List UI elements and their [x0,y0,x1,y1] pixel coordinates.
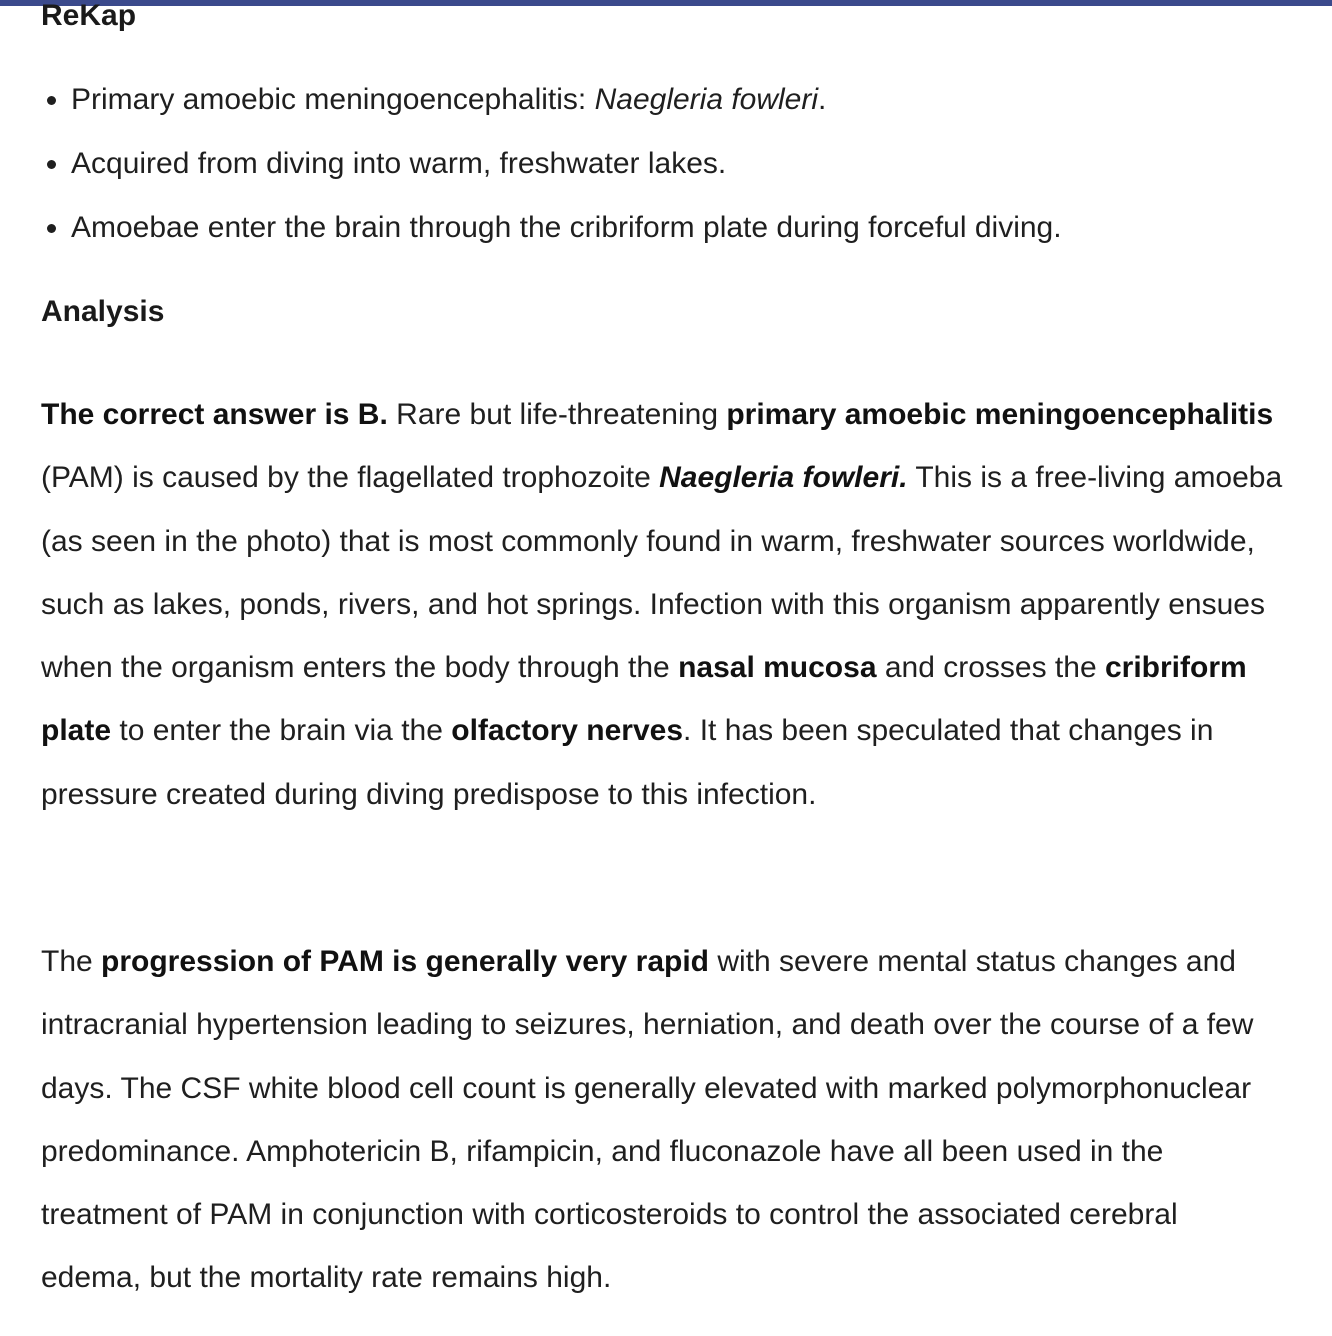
recap-item: • Primary amoebic meningoencephalitis: Naegleria fowleri. [71,68,1062,132]
recap-item: • Acquired from diving into warm, freshwater lakes. [71,132,1062,196]
analysis-heading: Analysis [41,295,165,328]
analysis-paragraph: The correct answer is B. Rare but life-threatening primary amoebic meningoencephalitis (PAM) is caused by the flagellated trophozoite Naegleria fowleri. This is a free-living amoeba (as seen in the photo) that is most commonly found in warm, freshwater sources worldwide, such as lakes, ponds, rivers, and hot springs. Infection with this organism apparently ensues when the organism enters the body through the nasal mucosa and crosses the cribriform plate to enter the brain via the olfactory nerves. It has been speculated that changes in pressure created during diving predispose to this infection. [41,398,1283,811]
recap-title: ReKap [41,0,137,32]
analysis-paragraph: The progression of PAM is generally very rapid with severe mental status changes and intracranial hypertension leading to seizures, herniation, and death over the course of a few days. The CSF white blood cell count is generally elevated with marked polymorphonuclear predominance. Amphotericin B, rifampicin, and fluconazole have all been used in the treatment of PAM in conjunction with corticosteroids to control the associated cerebral edema, but the mortality rate remains high. [41,945,1254,1295]
recap-list [41,68,1062,260]
top-accent-bar [0,0,1332,6]
recap-item: • Amoebae enter the brain through the cribriform plate during forceful diving. [71,196,1062,260]
